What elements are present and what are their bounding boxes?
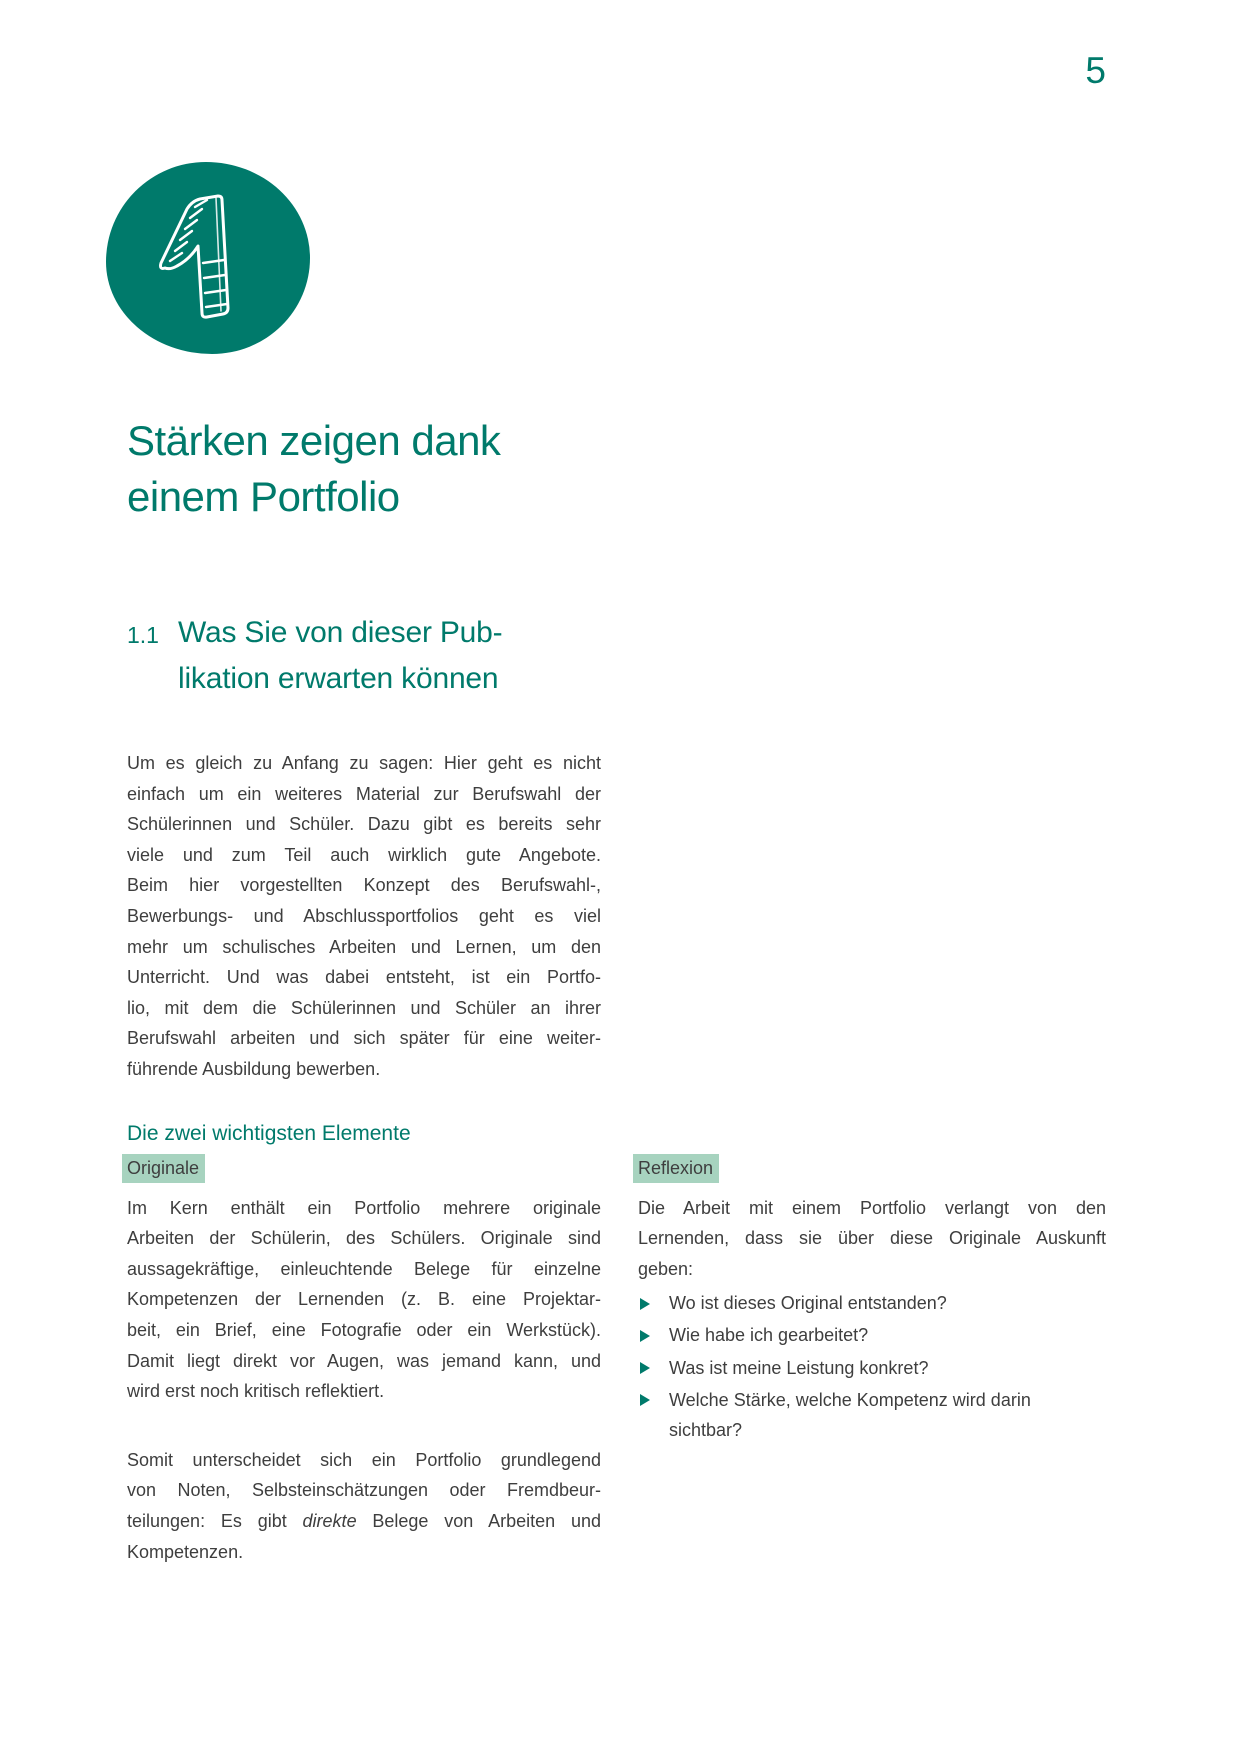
list-item xyxy=(638,1288,1106,1319)
text-line xyxy=(127,779,601,810)
text-line xyxy=(127,870,601,901)
text-line xyxy=(127,932,601,963)
text-line xyxy=(127,1284,601,1315)
page-number: 5 xyxy=(1085,50,1106,91)
italic-text: direkte xyxy=(302,1510,357,1531)
originale-label: Originale xyxy=(122,1154,205,1183)
text-segment: mehr um schulisches Arbeiten und Lernen, um den xyxy=(127,936,601,957)
section-number: 1.1 xyxy=(127,622,159,648)
bullet-text: Welche Stärke, welche Kompetenz wird darin sichtbar? xyxy=(669,1389,1031,1441)
text-segment: Somit unterscheidet sich ein Portfolio grundlegend xyxy=(127,1449,601,1470)
reflexion-paragraph xyxy=(638,1193,1106,1285)
text-segment: viele und zum Teil auch wirklich gute Angebote. xyxy=(127,844,601,865)
text-segment: lio, mit dem die Schülerinnen und Schüler an ihrer xyxy=(127,997,601,1018)
elements-subheading: Die zwei wichtigsten Elemente xyxy=(127,1122,411,1145)
intro-paragraph xyxy=(127,748,601,1085)
text-segment: führende Ausbildung bewerben. xyxy=(127,1058,381,1079)
text-line xyxy=(638,1254,1106,1285)
page-title xyxy=(127,413,500,525)
section-title xyxy=(178,610,502,702)
bullet-arrow-icon xyxy=(640,1394,650,1406)
section-title-line-2: likation erwarten können xyxy=(178,662,499,695)
hand-drawn-one-icon xyxy=(106,162,310,354)
page-title-line-2: einem Portfolio xyxy=(127,473,400,520)
text-segment: geben: xyxy=(638,1258,694,1279)
text-line xyxy=(127,1223,601,1254)
text-segment: teilungen: Es gibt xyxy=(127,1510,303,1531)
text-line xyxy=(638,1193,1106,1224)
bullet-text: Wie habe ich gearbeitet? xyxy=(669,1325,869,1346)
text-line xyxy=(127,1193,601,1224)
text-line xyxy=(127,1445,601,1476)
text-line xyxy=(127,809,601,840)
list-item xyxy=(638,1385,1106,1446)
text-segment: von Noten, Selbsteinschätzungen oder Fremdbeur- xyxy=(127,1480,601,1501)
text-segment: wird erst noch kritisch reflektiert. xyxy=(127,1381,385,1402)
reflexion-label: Reflexion xyxy=(633,1154,719,1183)
text-line xyxy=(127,748,601,779)
text-line xyxy=(638,1223,1106,1254)
originale-paragraph xyxy=(127,1193,601,1407)
text-segment: Belege von Arbeiten und xyxy=(356,1510,601,1531)
text-segment: Kompetenzen der Lernenden (z. B. eine Projektar- xyxy=(127,1289,601,1310)
list-item xyxy=(638,1320,1106,1351)
text-segment: Um es gleich zu Anfang zu sagen: Hier geht es nicht xyxy=(127,753,601,773)
text-line xyxy=(127,1023,601,1054)
text-segment: Beim hier vorgestellten Konzept des Berufswahl-, xyxy=(127,875,601,896)
text-segment: aussagekräftige, einleuchtende Belege für einzelne xyxy=(127,1258,601,1279)
text-segment: Lernenden, dass sie über diese Originale Auskunft xyxy=(638,1228,1106,1249)
section-title-line-1: Was Sie von dieser Pub- xyxy=(178,616,503,649)
reflexion-column xyxy=(638,1153,1106,1447)
text-segment: Berufswahl arbeiten und sich später für eine weiter- xyxy=(127,1028,601,1049)
text-line xyxy=(127,993,601,1024)
text-segment: Die Arbeit mit einem Portfolio verlangt von den xyxy=(638,1197,1106,1218)
text-line xyxy=(127,1315,601,1346)
text-segment: einfach um ein weiteres Material zur Berufswahl der xyxy=(127,783,601,804)
text-line xyxy=(127,1475,601,1506)
text-line xyxy=(127,901,601,932)
bullet-text: Wo ist dieses Original entstanden? xyxy=(669,1293,947,1314)
originale-column xyxy=(127,1153,601,1567)
text-segment: beit, ein Brief, eine Fotografie oder ein Werkstück). xyxy=(127,1319,601,1340)
page-title-line-1: Stärken zeigen dank xyxy=(127,417,501,464)
text-segment: Arbeiten der Schülerin, des Schülers. Originale sind xyxy=(127,1228,601,1249)
text-segment: Bewerbungs- und Abschlussportfolios geht es viel xyxy=(127,905,601,926)
text-segment: Unterricht. Und was dabei entsteht, ist ein Portfo- xyxy=(127,967,601,988)
bullet-arrow-icon xyxy=(640,1362,650,1374)
text-line xyxy=(127,1054,601,1085)
bullet-arrow-icon xyxy=(640,1330,650,1342)
reflexion-question-list xyxy=(638,1288,1106,1445)
text-line xyxy=(127,1506,601,1537)
text-line xyxy=(127,1346,601,1377)
chapter-number-badge xyxy=(106,162,310,354)
section-heading xyxy=(127,610,502,702)
text-line xyxy=(127,1376,601,1407)
list-item xyxy=(638,1353,1106,1384)
text-segment: Im Kern enthält ein Portfolio mehrere originale xyxy=(127,1197,601,1218)
text-line xyxy=(127,1254,601,1285)
text-line xyxy=(127,962,601,993)
text-line xyxy=(127,1537,601,1568)
bullet-text: Was ist meine Leistung konkret? xyxy=(669,1357,929,1378)
text-segment: Schülerinnen und Schüler. Dazu gibt es bereits sehr xyxy=(127,814,601,835)
bullet-arrow-icon xyxy=(640,1298,650,1310)
text-segment: Kompetenzen. xyxy=(127,1541,244,1562)
somit-paragraph xyxy=(127,1445,601,1567)
text-line xyxy=(127,840,601,871)
text-segment: Damit liegt direkt vor Augen, was jemand kann, und xyxy=(127,1350,601,1371)
